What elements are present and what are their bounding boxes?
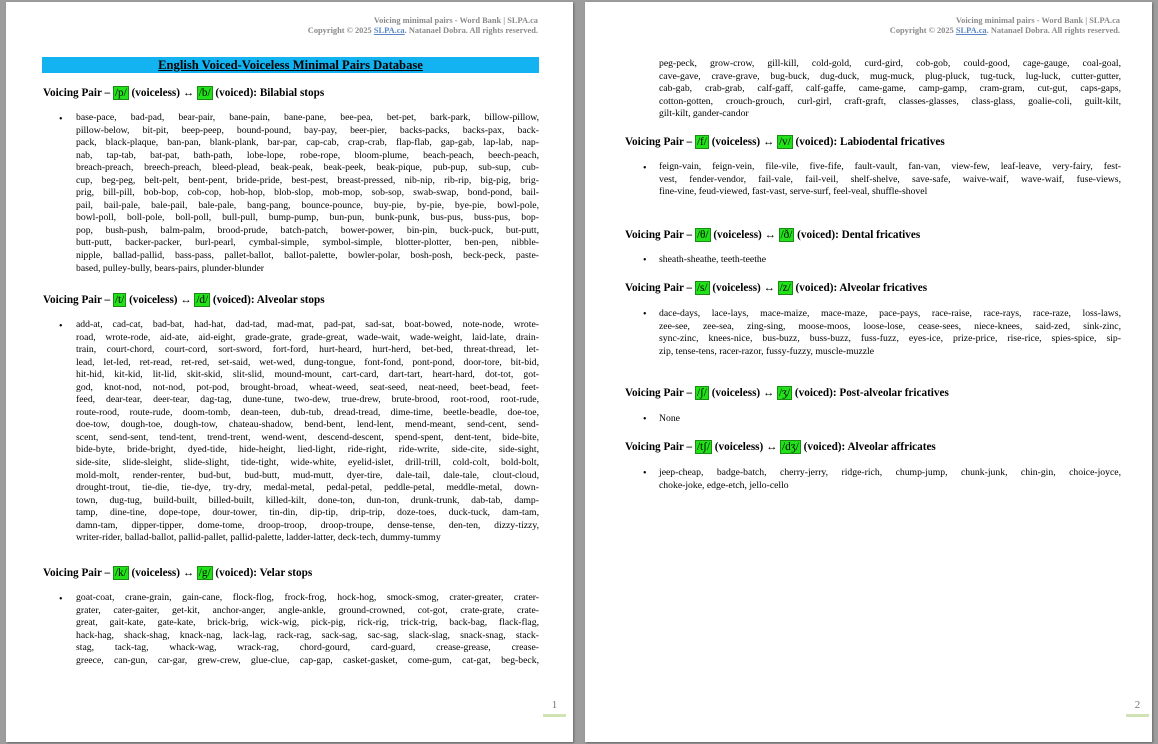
word-pair-line: fine-vine, feud-viewed, fast-vast, serve-surf, feel-veal, shuffle-shovel xyxy=(659,186,928,198)
word-pair-line: pail, bail-pale, bale-pail, bale-pale, bang-pang, bounce-pounce, buy-pie, by-pie, bye-pie, bowl-pole, xyxy=(76,199,539,211)
word-pair-line: prig, bill-pill, bob-bop, cob-cop, hob-hop, blob-slop, mob-mop, sob-sop, swab-swap, bond-pond, bail- xyxy=(76,187,539,199)
bullet: • xyxy=(59,594,63,605)
word-pair-line: cotton-gotten, crouch-grouch, curl-girl, craft-graft, classes-glasses, class-glass, goalie-coli, guilt-kilt, xyxy=(659,95,1121,107)
word-pairs-labiodental xyxy=(659,161,1121,199)
word-pair-line: based, pulley-bully, bears-pairs, plunder-blunder xyxy=(76,262,265,274)
word-pair-line: jeep-cheap, badge-batch, cherry-jerry, ridge-rich, chump-jump, chunk-junk, chin-gin, choice-joyce, xyxy=(659,467,1121,478)
page-number: 2 xyxy=(1126,697,1149,717)
word-pair-line: side-site, slide-sleight, slide-slight, tide-tight, wide-white, eyelid-islet, drill-trill, cold-colt, bold-bolt, xyxy=(76,457,539,469)
voiced-phoneme: /b/ xyxy=(198,87,211,99)
word-pair-line: lead, let-led, ret-read, ret-red, set-said, wet-wed, dung-tongue, font-fond, pont-pond, door-tore, bit-bid, xyxy=(76,356,539,368)
word-pairs-dental xyxy=(659,254,1121,267)
voiceless-phoneme: /θ/ xyxy=(696,229,709,241)
voiceless-phoneme: /s/ xyxy=(696,282,708,294)
section-heading-alveolar-stops: Voicing Pair – /t/ (voiceless) ↔ /d/ (voiced): Alveolar stops xyxy=(43,294,325,306)
word-pair-line: feed, dear-tear, deer-tear, dag-tag, dune-tune, two-dew, true-drew, brute-brood, root-rood, root-rude, xyxy=(76,394,539,406)
word-pair-line: mold-molt, render-renter, bud-but, bud-butt, mud-mutt, dyer-tire, dale-tail, dale-tale, clout-cloud, xyxy=(76,469,539,481)
section-heading-labiodental: Voicing Pair – /f/ (voiceless) ↔ /v/ (voiced): Labiodental fricatives xyxy=(625,136,945,148)
word-pair-line: damn-tam, dipper-tipper, dome-tome, droop-troop, droop-troupe, dense-tense, den-ten, dizzy-tizzy, xyxy=(76,519,539,531)
word-pair-line: nab, tap-tab, bat-pat, bath-path, lobe-lope, robe-rope, bloom-plume, beach-peach, beech-peach, xyxy=(76,149,539,161)
word-pair-line: peg-peck, grow-crow, gill-kill, cold-gold, curd-gird, cob-gob, could-good, cage-gauge, coal-goal, xyxy=(659,58,1121,69)
word-pair-line: bide-byte, bride-bright, dyed-tide, hide-height, lied-light, ride-right, ride-write, side-cite, side-sight, xyxy=(76,444,539,456)
voiceless-phoneme: /tʃ/ xyxy=(696,441,710,453)
word-pair-line: town, dug-tug, build-built, billed-built, killed-kilt, done-ton, dun-ton, drunk-trunk, dab-tab, damp- xyxy=(76,494,539,506)
word-pair-line: route-rood, route-rude, doom-tomb, dean-teen, dub-tub, dread-tread, dime-time, beetle-beadle, doe-toe, xyxy=(76,406,539,418)
word-pairs-alveolar-stops xyxy=(76,319,539,545)
word-pair-line: pack, black-plaque, ban-pan, blank-plank, bar-par, cap-cab, crap-crab, flap-flab, gap-gab, lap-lab, nap- xyxy=(76,137,539,149)
word-pair-line: choke-joke, edge-etch, jello-cello xyxy=(659,479,789,491)
word-pair-line: dace-days, lace-lays, mace-maize, mace-maze, pace-pays, race-raise, race-rays, race-raze, loss-laws, xyxy=(659,308,1121,319)
header-copyright: Copyright © 2025 SLPA.ca. Natanael Dobra. All rights reserved. xyxy=(307,26,538,35)
word-pair-line: cup, beg-peg, belt-pelt, bent-pent, bride-pride, best-pest, breast-pressed, nib-nip, rib-rip, big-pig, brig- xyxy=(76,174,539,186)
word-pair-line: gilt-kilt, gander-candor xyxy=(659,108,749,120)
document-page-1 xyxy=(6,2,573,742)
word-pair-line: cave-gave, crave-grave, bug-buck, dug-duck, mug-muck, plug-pluck, tug-tuck, lug-luck, cutter-gutter, xyxy=(659,70,1121,82)
page-header xyxy=(308,16,538,36)
page-number: 1 xyxy=(543,697,566,717)
word-pair-line: god, knot-nod, not-nod, pot-pod, brought-broad, wheat-weed, seat-seed, neat-need, beet-bead, feet- xyxy=(76,381,539,393)
header-copyright: Copyright © 2025 SLPA.ca. Natanael Dobra. All rights reserved. xyxy=(889,26,1120,35)
document-page-2 xyxy=(585,2,1152,742)
slpa-link[interactable]: SLPA.ca xyxy=(955,26,987,35)
voiceless-phoneme: /k/ xyxy=(114,567,127,579)
word-pair-line: doe-tow, dough-toe, dough-tow, chateau-shadow, bend-bent, lend-lent, mend-meant, send-cent, send- xyxy=(76,419,539,431)
word-pairs-post-alveolar xyxy=(659,413,1121,426)
word-pair-line: zee-see, zee-sea, zing-sing, moose-moos, loose-lose, cease-sees, niece-knees, said-zed, sink-zinc, xyxy=(659,320,1121,332)
section-heading-post-alveolar: Voicing Pair – /ʃ/ (voiceless) ↔ /ʒ/ (voiced): Post-alveolar fricatives xyxy=(625,387,949,399)
voiced-phoneme: /v/ xyxy=(778,136,791,148)
word-pairs-velar-stops-part2 xyxy=(659,58,1121,121)
word-pair-line: cab-gab, crab-grab, calf-gaff, calf-gaffe, came-game, camp-gamp, cram-gram, cut-gut, caps-gaps, xyxy=(659,83,1121,95)
section-heading-bilabial: Voicing Pair – /p/ (voiceless) ↔ /b/ (voiced): Bilabial stops xyxy=(43,87,325,99)
section-heading-velar-stops: Voicing Pair – /k/ (voiceless) ↔ /g/ (voiced): Velar stops xyxy=(43,567,313,579)
word-pair-line: greece, can-gun, car-gar, grew-crew, glue-clue, cap-gap, casket-gasket, come-gum, cat-gat, beg-beck, xyxy=(76,654,539,666)
word-pair-line: nipple, ballad-pallid, bass-pass, pallet-ballot, ballot-palette, bowler-polar, bosh-posh, beck-peck, paste- xyxy=(76,250,539,262)
voiceless-phoneme: /f/ xyxy=(696,136,707,148)
voiced-phoneme: /d/ xyxy=(196,294,209,306)
word-pair-line: pop, bush-push, balm-palm, brood-prude, batch-patch, bower-power, bin-pin, buck-puck, but-putt, xyxy=(76,224,539,236)
voiced-phoneme: /dʒ/ xyxy=(782,441,799,453)
word-pairs-alveolar-fricatives xyxy=(659,308,1121,358)
word-pair-line: pillow-below, bit-pit, beep-peep, bound-pound, bay-pay, beer-pier, backs-packs, backs-pax, back- xyxy=(76,124,539,136)
voiced-phoneme: /ʒ/ xyxy=(778,387,791,399)
word-pair-line: breach-preach, breech-preach, bleed-plead, beak-peak, beak-peek, beak-pique, pub-pup, sub-sup, cub- xyxy=(76,162,539,174)
word-pairs-velar-stops-part1 xyxy=(76,592,539,667)
word-pair-line: zip, tense-tens, racer-razor, fussy-fuzzy, muscle-muzzle xyxy=(659,345,875,357)
voiced-phoneme: /z/ xyxy=(779,282,791,294)
voiceless-phoneme: /p/ xyxy=(114,87,127,99)
word-pair-line: vest, fender-vendor, fail-vale, fail-veil, shelf-shelve, save-safe, waive-waif, wave-waif, fuse-views, xyxy=(659,173,1121,185)
voiceless-phoneme: /ʃ/ xyxy=(696,387,707,399)
header-title: Voicing minimal pairs - Word Bank | SLPA.ca xyxy=(373,16,538,25)
word-pair-line: drought-trout, tie-die, tie-dye, try-dry, medal-metal, pedal-petal, peddle-petal, meddle-metal, down- xyxy=(76,482,539,494)
word-pair-line: stag, tack-tag, whack-wag, wrack-rag, chord-gourd, card-guard, crease-grease, crease- xyxy=(76,642,539,654)
bullet: • xyxy=(59,114,63,125)
word-pair-line: scent, send-sent, tend-tent, trend-trent, wend-went, descend-descent, spend-spent, dent-tent, bide-bite, xyxy=(76,431,539,443)
word-pair-line: bowl-poll, boll-pole, boll-poll, bull-pull, bump-pump, bun-pun, bunk-punk, bus-pus, buss-pus, bop- xyxy=(76,212,539,224)
bullet: • xyxy=(643,255,647,266)
header-title: Voicing minimal pairs - Word Bank | SLPA.ca xyxy=(955,16,1120,25)
word-pair-line: base-pace, bad-pad, bear-pair, bane-pain, bane-pane, bee-pea, bet-pet, bark-park, billow-pillow, xyxy=(76,112,539,123)
word-pair-line: add-at, cad-cat, bad-bat, had-hat, dad-tad, mad-mat, pad-pat, sad-sat, boat-bowed, note-node, wrote- xyxy=(76,319,539,330)
word-pairs-affricates xyxy=(659,467,1121,492)
bullet: • xyxy=(643,468,647,479)
word-pair-line: great, gait-kate, gate-kate, brick-brig, wick-wig, pick-pig, rick-rig, trick-trig, back-bag, flack-flag, xyxy=(76,617,539,629)
word-pair-line: sync-zinc, knees-nice, bus-buzz, buss-buzz, fuss-fuzz, eyes-ice, prize-price, rise-rice, spies-spice, sip- xyxy=(659,333,1121,345)
word-pair-line: feign-vain, feign-vein, file-vile, five-fife, fault-vault, fan-van, view-few, leaf-leave, very-fairy, fest- xyxy=(659,161,1121,172)
bullet: • xyxy=(643,163,647,174)
word-pair-line: tamp, dine-tine, dope-tope, dour-tower, tin-din, dip-tip, drip-trip, doze-toes, duck-tuck, dam-tam, xyxy=(76,507,539,519)
word-pair-line: None xyxy=(659,413,680,424)
section-heading-affricates: Voicing Pair – /tʃ/ (voiceless) ↔ /dʒ/ (voiced): Alveolar affricates xyxy=(625,441,936,453)
section-heading-alveolar-fricatives: Voicing Pair – /s/ (voiceless) ↔ /z/ (voiced): Alveolar fricatives xyxy=(625,282,928,294)
word-pair-line: train, court-chord, court-cord, sort-sword, fort-ford, hurt-heard, hurt-herd, bet-bed, threat-thread, let- xyxy=(76,344,539,356)
bullet: • xyxy=(643,309,647,320)
voiceless-phoneme: /t/ xyxy=(114,294,125,306)
section-heading-dental: Voicing Pair – /θ/ (voiceless) ↔ /ð/ (voiced): Dental fricatives xyxy=(625,229,921,241)
word-pairs-bilabial xyxy=(76,112,539,275)
word-pair-line: writer-rider, ballad-ballot, pallid-pallet, pallid-palette, ladder-latter, deck-tech, dummy-tummy xyxy=(76,532,441,544)
bullet: • xyxy=(643,414,647,425)
document-title: English Voiced-Voiceless Minimal Pairs Database xyxy=(42,57,539,73)
word-pair-line: hit-hid, kit-kid, lit-lid, skit-skid, slit-slid, mound-mount, cart-card, dart-tart, heart-hard, dot-tot, got- xyxy=(76,369,539,381)
word-pair-line: goat-coat, crane-grain, gain-cane, flock-flog, frock-frog, hock-hog, smock-smog, crater-greater, crater- xyxy=(76,592,539,603)
word-pair-line: road, wrote-rode, aid-ate, aid-eight, grade-grate, grade-great, wade-wait, wade-weight, laid-late, drain- xyxy=(76,331,539,343)
word-pair-line: hack-hag, shack-shag, knack-nag, lack-lag, rack-rag, sack-sag, sac-sag, slack-slag, snack-snag, stack- xyxy=(76,629,539,641)
word-pair-line: grater, cater-gaiter, get-kit, anchor-anger, angle-ankle, ground-crowned, cot-got, crate-grate, crate- xyxy=(76,604,539,616)
slpa-link[interactable]: SLPA.ca xyxy=(373,26,405,35)
word-pair-line: sheath-sheathe, teeth-teethe xyxy=(659,254,767,265)
word-pair-line: butt-putt, backer-packer, burl-pearl, cymbal-simple, symbol-simple, blotter-plotter, ben-pen, nibble- xyxy=(76,237,539,249)
voiced-phoneme: /g/ xyxy=(198,567,211,579)
bullet: • xyxy=(59,321,63,332)
page-header xyxy=(890,16,1120,36)
voiced-phoneme: /ð/ xyxy=(780,229,793,241)
